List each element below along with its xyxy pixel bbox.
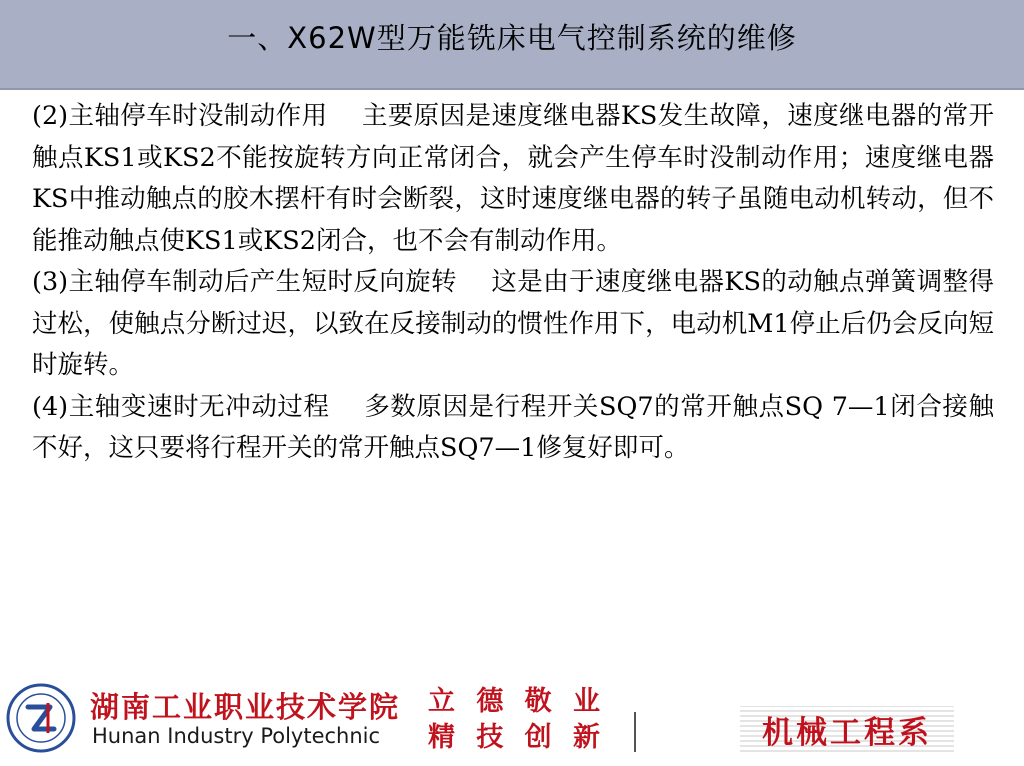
school-motto (428, 684, 600, 756)
slide-content (32, 96, 994, 470)
paragraph-4-body: 多数原因是行程开关SQ7的常开触点SQ 7—1闭合接触不好，这只要将行程开关的常开触点SQ7—1修复好即可。 (32, 391, 995, 463)
footer-banner (0, 676, 1024, 766)
paragraph-4 (32, 387, 994, 470)
motto-char: 创 (524, 722, 552, 753)
motto-char: 立 (428, 686, 455, 717)
paragraph-3-body: 这是由于速度继电器KS的动触点弹簧调整得过松，使触点分断过迟，以致在反接制动的惯性作用下，电动机M1停止后仍会反向短时旋转。 (32, 267, 994, 380)
motto-char: 技 (476, 722, 504, 753)
motto-char: 敬 (524, 686, 552, 717)
paragraph-2 (32, 96, 994, 262)
motto-char: 业 (572, 686, 600, 717)
department-badge (740, 706, 954, 752)
department-name: 机械工程系 (762, 714, 932, 751)
motto-line-2 (428, 720, 600, 756)
paragraph-2-body: 主要原因是速度继电器KS发生故障，速度继电器的常开触点KS1或KS2不能按旋转方向正常闭合，就会产生停车时没制动作用；速度继电器KS中推动触点的胶木摆杆有时会断裂，这时速度继电器的转子虽随电动机转动，但不能推动触点使KS1或KS2闭合，也不会有制动作用。 (32, 101, 994, 256)
footer-divider (634, 712, 636, 752)
motto-line-1 (428, 684, 600, 720)
paragraph-3 (32, 262, 994, 387)
motto-char: 精 (428, 722, 455, 753)
paragraph-3-lead: (3)主轴停车制动后产生短时反向旋转 (32, 267, 457, 297)
slide-title: 一、X62W型万能铣床电气控制系统的维修 (227, 20, 797, 55)
school-logo-icon (6, 683, 76, 753)
school-name-chinese: 湖南工业职业技术学院 (90, 690, 401, 724)
school-name-english: Hunan Industry Polytechnic (92, 724, 381, 748)
paragraph-2-lead: (2)主轴停车时没制动作用 (32, 101, 328, 131)
motto-char: 新 (572, 722, 600, 753)
title-bar (0, 0, 1024, 90)
motto-char: 德 (476, 686, 504, 717)
paragraph-4-lead: (4)主轴变速时无冲动过程 (32, 391, 330, 422)
